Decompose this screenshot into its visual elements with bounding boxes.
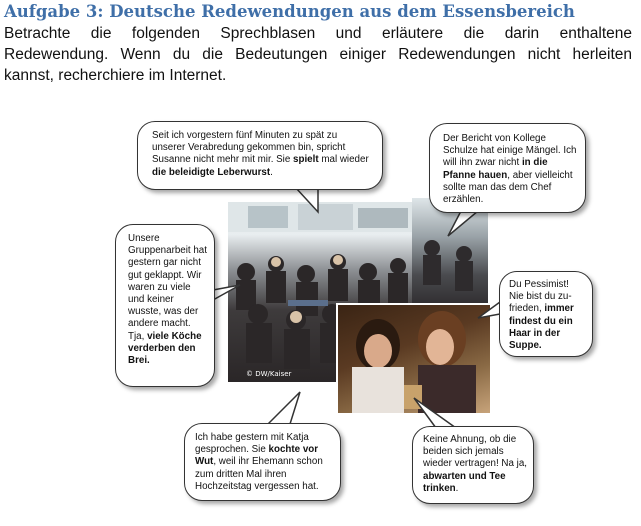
instruction-line-1: Betrachte die folgenden Sprechblasen und erläutere die darin enthaltene — [4, 25, 632, 42]
bubble-text: . — [455, 482, 459, 494]
two-women-illustration — [338, 305, 490, 413]
idiom-highlight: die beleidigte Leberwurst — [152, 166, 271, 178]
photo-credit: © DW/Kaiser — [246, 370, 292, 378]
bubble-text: Der Bericht von Kollege Schulze hat einige Mängel. Ich will ihn zwar nicht — [443, 133, 577, 169]
bubble-text: Keine Ahnung, ob die beiden sich jemals wieder vertragen! Na ja, — [423, 434, 528, 470]
idiom-highlight: abwarten und Tee trinken — [423, 470, 506, 494]
idiom-highlight: in die Pfanne hauen — [443, 157, 548, 181]
speech-bubble-tee-trinken — [412, 426, 534, 504]
speech-bubble-pfanne — [429, 123, 586, 213]
instruction-text — [4, 23, 632, 86]
instruction-line-2: Redewendung. Wenn du die Bedeutungen einiger Redewendungen nicht herleiten — [4, 46, 632, 63]
idiom-highlight: immer findest du ein Haar in der Suppe. — [509, 303, 574, 352]
idiom-highlight: kochte vor Wut — [195, 444, 319, 468]
idiom-highlight: spielt — [293, 154, 319, 166]
speech-bubble-leberwurst — [137, 121, 383, 190]
two-women-photo — [336, 303, 490, 413]
speech-bubble-haar-in-suppe — [499, 271, 593, 357]
bubble-text: Seit ich vorgestern fünf Minuten zu spät zu unserer Verabredung gekommen bin, spricht Susanne nicht mehr mit mir. Sie — [152, 130, 346, 166]
bubble-text: mal wieder — [318, 154, 369, 166]
bubble-text: , weil ihr Ehemann schon zum dritten Mal ihren Hochzeitstag vergessen hat. — [195, 456, 323, 492]
restaurant-background-photo — [412, 198, 488, 308]
bubble-text: Ich habe gestern mit Katja gesprochen. Sie — [195, 432, 309, 456]
speech-bubble-koeche — [115, 224, 215, 387]
bubble-text: , aber vielleicht sollte man das dem Chef erzählen. — [443, 169, 573, 206]
bubble-text: Du Pessimist! Nie bist du zu-frieden, — [509, 279, 572, 315]
idiom-highlight: viele Köche verderben den Brei. — [128, 330, 202, 367]
exercise-title: Aufgabe 3: Deutsche Redewendungen aus dem Essensbereich — [4, 2, 575, 21]
speech-bubble-kochte-vor-wut — [184, 423, 341, 501]
bubble-text: Unsere Gruppenarbeit hat gestern gar nicht gut geklappt. Wir waren zu viele und keiner wusste, was der andere macht. Tja, — [128, 233, 207, 342]
bubble-text: . — [270, 166, 273, 178]
instruction-line-3: kannst, recherchiere im Internet. — [4, 67, 227, 84]
background-figures — [412, 198, 488, 308]
